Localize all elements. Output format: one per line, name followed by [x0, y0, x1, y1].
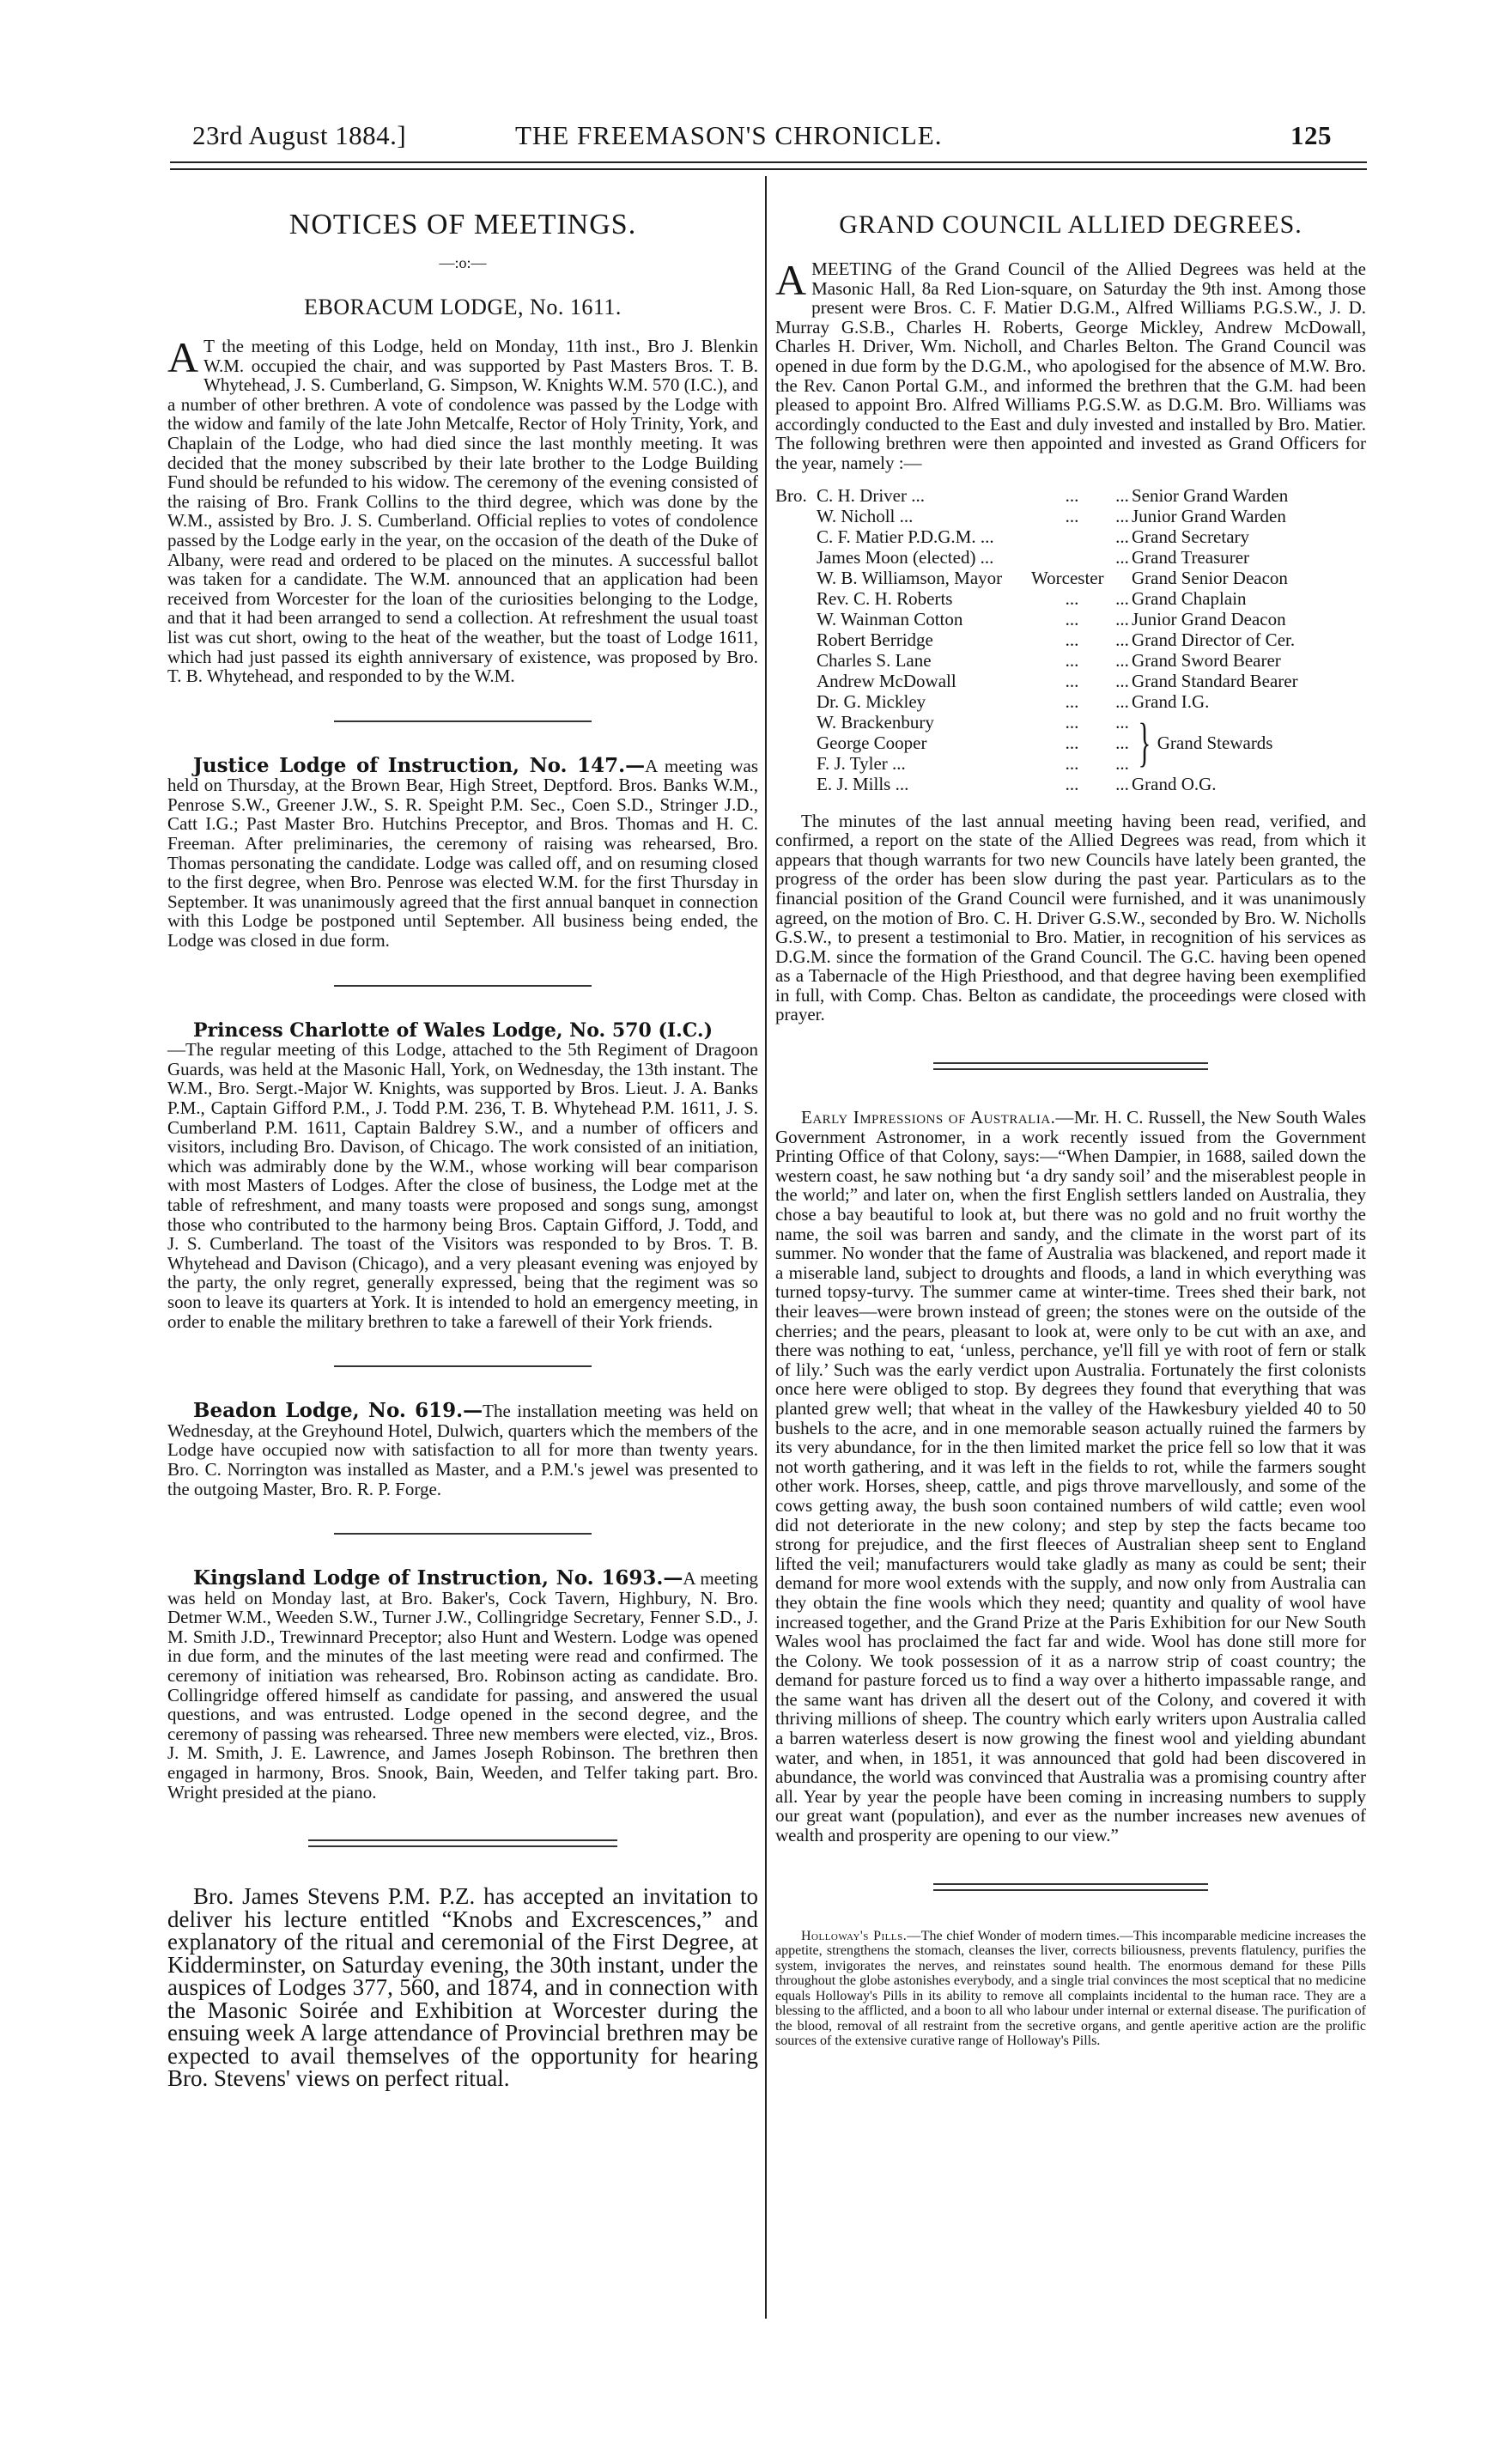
officer-leader	[1113, 568, 1132, 588]
officer-prefix	[775, 629, 817, 650]
kingsland-article	[167, 1566, 759, 1803]
separator-rule	[334, 1365, 592, 1367]
drop-cap: A	[167, 333, 199, 381]
officer-office: Grand Director of Cer.	[1132, 629, 1296, 650]
separator-rule	[334, 720, 592, 722]
officer-leader: Worcester	[1031, 567, 1104, 588]
section-title-grand-council: GRAND COUNCIL ALLIED DEGREES.	[839, 210, 1303, 239]
eboracum-heading: EBORACUM LODGE, No. 1611.	[304, 295, 622, 319]
australia-heading: Early Impressions of Australia.—	[801, 1107, 1074, 1128]
stevens-article: Bro. James Stevens P.M. P.Z. has accepted an invitation to deliver his lecture entitled “Knobs and Excrescences,” and explanatory of the ritual and ceremonial of the First Degree, at Kidderminster, on Saturday evening, the 30th instant, under the auspices of Lodges 377, 560, and 1874, and in connection with the Masonic Soirée and Exhibition at Worcester during the ensuing week A large attendance of Provincial brethren may be expected to avail themselves of the opportunity for hearing Bro. Stevens' views on perfect ritual.	[167, 1883, 758, 2092]
officer-prefix	[775, 506, 817, 526]
officer-leader: ...	[1115, 711, 1129, 733]
officer-prefix	[775, 526, 817, 547]
officer-office: Senior Grand Warden	[1132, 484, 1289, 506]
officer-office: Grand Stewards	[1157, 732, 1273, 753]
separator-double-rule	[933, 1062, 1208, 1070]
officer-leader: ...	[1115, 629, 1129, 650]
officer-leader	[1031, 547, 1113, 568]
officer-leader: ...	[1065, 608, 1079, 629]
officer-leader: ...	[1065, 484, 1079, 506]
kingsland-text: A meeting was held on Monday last, at Bro. Baker's, Cock Tavern, Highbury, N. Bro. Detmer W.M., Weeden S.W., Turner J.W., Collingridge Secretary, Fenner S.D., J. M. Smith J.D., Trewinnard Preceptor; also Hunt and Western. Lodge was opened in due form, and the minutes of the last meeting were read and confirmed. The ceremony of initiation was rehearsed, Bro. Robinson acting as candidate. Bro. Collingridge offered himself as candidate for passing, and answered the usual questions, and was entrusted. Lodge opened in the second degree, and the ceremony of passing was rehearsed. Three new members were elected, viz., Bros. J. M. Smith, J. E. Lawrence, and James Joseph Robinson. The brethren then engaged in harmony, Bros. Snook, Bain, Weeden, and Telfer taking part. Bro. Wright presided at the piano.	[167, 1568, 759, 1803]
officer-prefix	[775, 753, 817, 774]
officer-name: W. B. Williamson, Mayor	[817, 567, 1003, 588]
separator-rule	[334, 985, 592, 987]
separator-rule	[334, 1533, 592, 1535]
justice-heading: Justice Lodge of Instruction, No. 147.—	[193, 753, 646, 777]
officer-leader: ...	[1115, 773, 1129, 794]
officer-name: Robert Berridge	[817, 629, 933, 650]
holloway-heading: Holloway's Pills.—	[801, 1928, 921, 1943]
officer-leader: ...	[1115, 484, 1129, 506]
officer-office: Grand Sword Bearer	[1132, 649, 1281, 671]
officer-leader: ...	[1115, 526, 1129, 547]
officer-prefix	[775, 650, 817, 671]
officer-prefix	[775, 588, 817, 609]
officer-leader: ...	[1115, 690, 1129, 712]
officer-leader: ...	[1115, 608, 1129, 629]
officer-office: Junior Grand Deacon	[1132, 608, 1286, 629]
princess-article	[167, 1018, 758, 1332]
grand-council-minutes: The minutes of the last annual meeting having been read, verified, and confirmed, a report on the state of the Allied Degrees was read, from which it appears that though warrants for two new Councils have lately been granted, the progress of the order has been slow during the past year. Particulars as to the financial position of the Grand Council were furnished, and it was unanimously agreed, on the motion of Bro. C. H. Driver G.S.W., seconded by Bro. W. Nicholls G.S.W., to present a testimonial to Bro. Matier, in recognition of his services as D.G.M. since the formation of the Grand Council. The G.C. having been opened as a Tabernacle of the High Priesthood, and that degree having been exemplified in full, with Comp. Chas. Belton as candidate, the proceedings were closed with prayer.	[775, 810, 1366, 1025]
officer-prefix	[775, 568, 817, 588]
officer-office: Grand Chaplain	[1132, 587, 1247, 609]
officer-leader: ...	[1065, 670, 1079, 691]
officer-office: Grand I.G.	[1132, 690, 1210, 712]
header-rule-bottom	[170, 168, 1367, 170]
officer-prefix	[775, 547, 817, 568]
justice-article	[167, 753, 759, 951]
officer-prefix	[775, 671, 817, 691]
left-column	[167, 199, 758, 2090]
newspaper-title: THE FREEMASON'S CHRONICLE.	[515, 120, 943, 150]
officer-leader: ...	[1065, 711, 1079, 733]
officer-leader: ...	[1065, 773, 1079, 794]
officer-leader: ...	[1115, 505, 1129, 526]
grand-stewards-group	[1132, 712, 1366, 774]
officer-name: Rev. C. H. Roberts	[817, 587, 953, 609]
officer-office: Grand Senior Deacon	[1132, 567, 1288, 588]
officer-office: Grand Standard Bearer	[1132, 670, 1298, 691]
page-number: 125	[1290, 120, 1332, 150]
officer-prefix	[775, 609, 817, 629]
officer-name: C. H. Driver ...	[817, 484, 925, 506]
princess-heading: Princess Charlotte of Wales Lodge, No. 570 (I.C.)	[193, 1018, 713, 1042]
grand-council-text: MEETING of the Grand Council of the Allied Degrees was held at the Masonic Hall, 8a Red Lion-square, on Saturday the 9th inst. Among those present were Bros. C. F. Matier D.G.M., Alfred Williams P.G.S.W., J. D. Murray G.S.B., Charles H. Roberts, George Mickley, Andrew McDowall, Charles H. Driver, Wm. Nicholl, and Charles Belton. The Grand Council was opened in due form by the D.G.M., who apologised for the absence of M.W. Bro. the Rev. Canon Portal G.M., and informed the brethren that the G.M. had been pleased to appoint Bro. Alfred Williams P.G.S.W. as D.G.M. Bro. Williams was accordingly conducted to the East and duly invested and installed by Bro. Matier. The following brethren were then appointed and invested as Grand Officers for the year, namely :—	[775, 258, 1366, 473]
header-rule-top	[170, 161, 1367, 163]
officer-prefix	[775, 733, 817, 753]
officer-leader: ...	[1115, 732, 1129, 753]
officer-name: W. Nicholl ...	[817, 505, 914, 526]
kingsland-heading: Kingsland Lodge of Instruction, No. 1693.—	[193, 1566, 683, 1590]
brace-icon: }	[1138, 713, 1151, 772]
holloway-text: The chief Wonder of modern times.—This incomparable medicine increases the appetite, strengthens the stomach, cleanses the liver, corrects biliousness, prevents flatulency, purifies the system, invigorates the nerves, and reinstates sound health. The enormous demand for these Pills throughout the globe astonishes everybody, and a single trial convinces the most sceptical that no medicine equals Holloway's Pills in its ability to remove all complaints incidental to the human race. They are a blessing to the afflicted, and a boon to all who labour under internal or external disease. The purification of the blood, removal of all restraint from the secretive organs, and gentle aperitive action are the prolific sources of the extensive curative range of Holloway's Pills.	[775, 1928, 1366, 2049]
separator-double-rule	[933, 1883, 1208, 1891]
officer-name: Dr. G. Mickley	[817, 690, 926, 712]
officer-name: Andrew McDowall	[817, 670, 956, 691]
beadon-heading: Beadon Lodge, No. 619.—	[193, 1399, 483, 1423]
holloway-advert	[775, 1929, 1366, 2049]
officer-leader: ...	[1065, 690, 1079, 712]
grand-officers-list	[775, 485, 1366, 794]
eboracum-article	[167, 333, 758, 687]
grand-council-article	[775, 256, 1366, 473]
officer-leader: ...	[1065, 587, 1079, 609]
australia-article	[775, 1108, 1366, 1845]
officer-name: F. J. Tyler ...	[817, 752, 906, 774]
officer-leader: ...	[1115, 546, 1129, 568]
right-column	[775, 199, 1366, 2049]
officer-prefix: Bro.	[775, 484, 807, 506]
officer-leader	[1031, 526, 1113, 547]
officer-leader: ...	[1115, 670, 1129, 691]
officer-leader: ...	[1115, 752, 1129, 774]
officer-name: E. J. Mills ...	[817, 773, 909, 794]
section-title-notices: NOTICES OF MEETINGS.	[288, 209, 637, 240]
eboracum-text: T the meeting of this Lodge, held on Monday, 11th inst., Bro J. Blenkin W.M. occupied the chair, and was supported by Past Masters Bros. T. B. Whytehead, J. S. Cumberland, G. Simpson, W. Knights W.M. 570 (I.C.), and a number of other brethren. A vote of condolence was passed by the Lodge with the widow and family of the late John Metcalfe, Rector of Holy Trinity, York, and Chaplain of the Lodge, who had died since the last monthly meeting. It was decided that the money subscribed by their late brother to the Lodge Building Fund should be refunded to his widow. The ceremony of the evening consisted of the raising of Bro. Frank Collins to the third degree, which was done by the W.M., assisted by Bro. J. S. Cumberland. Official replies to votes of condolence passed by the Lodge early in the year, on the occasion of the death of the Duke of Albany, were read and ordered to be placed on the minutes. A successful ballot was taken for a candidate. The W.M. announced that an application had been received from Worcester for the loan of the curiosities belonging to the Lodge, and that it had been arranged to send a collection. At refreshment the usual toast list was cut short, owing to the heat of the weather, but the toast of Lodge 1611, which had just passed its eighth anniversary of existence, was proposed by Bro. T. B. Whytehead, and responded to by the W.M.	[167, 336, 758, 687]
princess-text: —The regular meeting of this Lodge, attached to the 5th Regiment of Dragoon Guards, was held at the Masonic Hall, York, on Wednesday, the 13th instant. The W.M., Bro. Sergt.-Major W. Knights, was supported by Bros. Lieut. J. A. Banks P.M., Captain Gifford P.M., J. Todd P.M. 236, T. B. Whytehead P.M. 1611, J. S. Cumberland P.M. 1611, Captain Baldrey S.W., and a number of officers and visitors, including Bro. Davison, of Chicago. The work consisted of an initiation, which was admirably done by the W.M., whose working will bear comparison with most Masters of Lodges. After the close of business, the Lodge met at the table of refreshment, and many toasts were proposed and songs sung, amongst those who contributed to the harmony being Bros. Captain Gifford, J. Todd, and J. S. Cumberland. The toast of the Visitors was responded to by Bros. T. B. Whytehead and Davison (Chicago), and a very pleasant evening was enjoyed by the party, the only regret, generally expressed, being that the regiment was so soon to leave its quarters at York. It is intended to hold an emergency meeting, in order to enable the military brethren to take a farewell of their York friends.	[167, 1039, 758, 1332]
officer-office: Grand Secretary	[1132, 526, 1250, 547]
officer-leader: ...	[1115, 649, 1129, 671]
officer-office: Junior Grand Warden	[1132, 505, 1286, 526]
officer-name: Charles S. Lane	[817, 649, 932, 671]
officer-name: W. Wainman Cotton	[817, 608, 963, 629]
officer-leader: ...	[1115, 587, 1129, 609]
officer-prefix	[775, 774, 817, 794]
officer-office: Grand O.G.	[1132, 773, 1217, 794]
officer-office: Grand Treasurer	[1132, 546, 1250, 568]
officer-name: George Cooper	[817, 732, 927, 753]
officer-leader: ...	[1065, 629, 1079, 650]
drop-cap: A	[775, 256, 807, 304]
officer-leader: ...	[1065, 505, 1079, 526]
issue-date: 23rd August 1884.]	[192, 120, 407, 150]
officer-name: James Moon (elected) ...	[817, 546, 994, 568]
officer-leader: ...	[1065, 732, 1079, 753]
ornament-divider: —:o:—	[439, 254, 487, 271]
officer-prefix	[775, 712, 817, 733]
beadon-text: The installation meeting was held on Wednesday, at the Greyhound Hotel, Dulwich, quarters which the members of the Lodge have occupied now with satisfaction to all for more than twenty years. Bro. C. Norrington was installed as Master, and a P.M.'s jewel was presented to the outgoing Master, Bro. R. P. Forge.	[167, 1401, 758, 1499]
column-divider	[765, 176, 767, 2319]
officer-prefix	[775, 691, 817, 712]
officer-leader: ...	[1065, 752, 1079, 774]
separator-double-rule	[308, 1839, 617, 1847]
justice-text: A meeting was held on Thursday, at the Brown Bear, High Street, Deptford. Bros. Banks W.M., Penrose S.W., Greener J.W., S. R. Speight P.M. Sec., Coen S.D., Stringer J.D., Catt I.G.; Past Master Bro. Hutchins Preceptor, and Bros. Thomas and H. C. Freeman. After preliminaries, the ceremony of raising was rehearsed, Bro. Thomas personating the candidate. Lodge was called off, and on resuming closed to the first degree, when Bro. Penrose was elected W.M. for the first Thursday in September. It was unanimously agreed that the first annual banquet in connection with this Lodge be postponed until September. All business being ended, the Lodge was closed in due form.	[167, 755, 759, 951]
australia-text: Mr. H. C. Russell, the New South Wales Government Astronomer, in a work recently issued from the Government Printing Office of that Colony, says:—“When Dampier, in 1688, sailed down the western coast, he saw nothing but ‘a dry sandy soil’ and the miserablest people in the world;” and later on, when the first English settlers landed on Australia, they chose a bay beautiful to look at, but there was no gold and no fruit worthy the name, the soil was barren and sandy, and the climate in the worst part of its summer. No wonder that the fame of Australia was blackened, and report made it a miserable land, subject to droughts and floods, a land in which everything was turned topsy-turvy. The summer came at winter-time. Trees shed their bark, not their leaves—were brown instead of green; the stones were on the outside of the cherries; and the pears, pleasant to look at, were only to be cut with an axe, and there was nothing to eat, ‘unless, perchance, ye'll fill ye with root of fern or stalk of lily.’ Such was the early verdict upon Australia. Fortunately the first colonists once here were obliged to stop. By degrees they found that everything that was planted grew well; that wheat in the valley of the Hawkesbury yielded 40 to 50 bushels to the acre, and in one memorable season actually ruined the farmers by its very abundance, for in the then limited market the price fell so low that it was not worth gathering, and it was left in the fields to rot, while the farmers sought other work. Horses, sheep, cattle, and pigs throve marvellously, and some of the cows getting away, the bush soon contained numbers of wild cattle; even wool did not deteriorate in the new colony; and step by step the facts became too strong for prejudice, and the first fleeces of Australian sheep sent to England lifted the veil; manufacturers would take gladly as many as could be sent; their demand for more wool extends with the supply, and now only from Australia can they obtain the fine wools which they need; quantity and quality of wool have increased together, and the Grand Prize at the Paris Exhibition for our New South Wales wool has proclaimed the fact far and wide. Wool has done still more for the Colony. We took possession of it as a narrow strip of coast country; the demand for pasture forced us to find a way over a hitherto impassable range, and the same want has driven all the desert out of the Colony, and covered it with thriving millions of sheep. The country which early writers upon Australia called a barren waterless desert is now growing the finest wool and yielding abundant water, and when, in 1851, it was announced that gold had been discovered in abundance, the world was convinced that Australia was a promising country after all. Year by year the people have been coming in increasing numbers to supply our great want (population), and ever as the number increases new avenues of wealth and prosperity are opening to our view.”	[775, 1107, 1366, 1846]
officer-leader: ...	[1065, 649, 1079, 671]
beadon-article	[167, 1401, 758, 1499]
officer-name: W. Brackenbury	[817, 711, 934, 733]
officer-name: C. F. Matier P.D.G.M. ...	[817, 526, 994, 547]
